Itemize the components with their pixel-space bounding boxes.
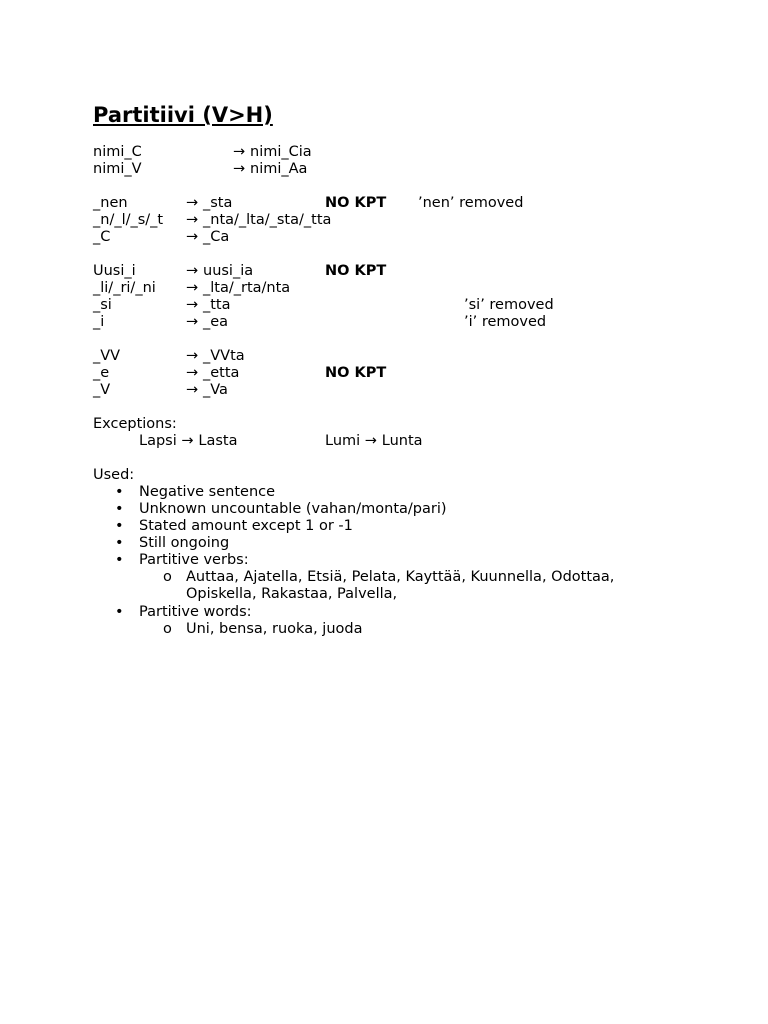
rule-from: _si	[93, 297, 112, 313]
list-item	[0, 552, 768, 569]
rule-from: _C	[93, 229, 111, 245]
verbs-text-line2: Opiskella, Rakastaa, Palvella,	[186, 586, 398, 602]
rule-to: uusi_ia	[203, 263, 254, 279]
rule-result	[186, 229, 229, 246]
rule-result	[186, 212, 331, 229]
rule-result	[186, 280, 290, 297]
rule-from: _V	[93, 382, 111, 398]
rule-result	[186, 365, 239, 382]
rule-result	[233, 144, 312, 161]
rule-row	[0, 365, 768, 382]
list-item-text: Unknown uncountable (vahan/monta/pari)	[139, 501, 447, 517]
used-heading-row	[0, 467, 768, 484]
arrow-icon: →	[233, 161, 246, 177]
rule-from: nimi_C	[93, 144, 142, 160]
rule-from: _e	[93, 365, 110, 381]
verbs-text-line1: Auttaa, Ajatella, Etsiä, Pelata, Kayttää, Kuunnella, Odottaa,	[186, 569, 615, 585]
list-item	[0, 535, 768, 552]
bullet-icon: •	[115, 501, 124, 517]
arrow-icon: →	[186, 263, 199, 279]
sub-list-item	[0, 569, 768, 586]
list-item-text: Negative sentence	[139, 484, 276, 500]
rule-to: nimi_Aa	[250, 161, 308, 177]
rule-to: _sta	[203, 195, 233, 211]
exception-from: Lapsi	[139, 433, 177, 449]
no-kpt-note: NO KPT	[325, 195, 387, 211]
bullet-icon: •	[115, 552, 124, 568]
rule-row	[0, 195, 768, 212]
rule-row	[0, 297, 768, 314]
rule-to: _ea	[203, 314, 229, 330]
sub-list-item	[0, 621, 768, 638]
rule-to: _tta	[203, 297, 231, 313]
rule-row	[0, 212, 768, 229]
arrow-icon: →	[233, 144, 246, 160]
rule-result	[186, 263, 253, 280]
rule-row	[0, 280, 768, 297]
removed-note: ’i’ removed	[464, 314, 547, 330]
rule-to: _Ca	[203, 229, 230, 245]
exceptions-row	[0, 433, 768, 450]
bullet-icon: •	[115, 484, 124, 500]
removed-note: ’si’ removed	[464, 297, 554, 313]
exception-from: Lumi	[325, 433, 361, 449]
removed-note: ’nen’ removed	[418, 195, 524, 211]
exceptions-heading-row	[0, 416, 768, 433]
list-item-text: Partitive words:	[139, 604, 252, 620]
used-heading: Used:	[93, 467, 135, 483]
rule-from: _n/_l/_s/_t	[93, 212, 164, 228]
exception-to: Lunta	[381, 433, 423, 449]
arrow-icon: →	[186, 365, 199, 381]
rule-to: _nta/_lta/_sta/_tta	[203, 212, 332, 228]
sub-bullet-icon: o	[163, 569, 172, 585]
list-item	[0, 484, 768, 501]
rule-row	[0, 144, 768, 161]
words-text: Uni, bensa, ruoka, juoda	[186, 621, 363, 637]
list-item	[0, 604, 768, 621]
rule-row	[0, 314, 768, 331]
rule-result	[186, 382, 228, 399]
rule-to: _lta/_rta/nta	[203, 280, 291, 296]
sub-list-item-continuation	[0, 586, 768, 603]
arrow-icon: →	[186, 195, 199, 211]
rule-result	[186, 195, 232, 212]
rule-from: _VV	[93, 348, 121, 364]
rule-row	[0, 229, 768, 246]
rule-row	[0, 348, 768, 365]
arrow-icon: →	[364, 433, 377, 449]
rule-to: nimi_Cia	[250, 144, 312, 160]
rule-to: _VVta	[203, 348, 245, 364]
bullet-icon: •	[115, 604, 124, 620]
arrow-icon: →	[186, 280, 199, 296]
rule-to: _Va	[203, 382, 228, 398]
bullet-icon: •	[115, 518, 124, 534]
rule-result	[186, 348, 245, 365]
exception-item	[325, 433, 423, 450]
arrow-icon: →	[186, 297, 199, 313]
rule-result	[186, 314, 228, 331]
rule-result	[233, 161, 307, 178]
no-kpt-note: NO KPT	[325, 365, 387, 381]
bullet-icon: •	[115, 535, 124, 551]
rule-row	[0, 161, 768, 178]
rule-from: _li/_ri/_ni	[93, 280, 156, 296]
rule-to: _etta	[203, 365, 240, 381]
page-title: Partitiivi (V>H)	[93, 103, 273, 127]
rule-from: nimi_V	[93, 161, 142, 177]
list-item-text: Still ongoing	[139, 535, 230, 551]
rule-result	[186, 297, 231, 314]
exception-to: Lasta	[198, 433, 238, 449]
arrow-icon: →	[181, 433, 194, 449]
list-item	[0, 501, 768, 518]
sub-bullet-icon: o	[163, 621, 172, 637]
arrow-icon: →	[186, 348, 199, 364]
list-item-text: Partitive verbs:	[139, 552, 249, 568]
exception-item	[139, 433, 237, 450]
rule-from: _i	[93, 314, 105, 330]
rule-from: Uusi_i	[93, 263, 136, 279]
no-kpt-note: NO KPT	[325, 263, 387, 279]
list-item	[0, 518, 768, 535]
arrow-icon: →	[186, 382, 199, 398]
rule-from: _nen	[93, 195, 128, 211]
rule-row	[0, 263, 768, 280]
exceptions-heading: Exceptions:	[93, 416, 177, 432]
arrow-icon: →	[186, 212, 199, 228]
rule-row	[0, 382, 768, 399]
arrow-icon: →	[186, 314, 199, 330]
list-item-text: Stated amount except 1 or -1	[139, 518, 353, 534]
arrow-icon: →	[186, 229, 199, 245]
